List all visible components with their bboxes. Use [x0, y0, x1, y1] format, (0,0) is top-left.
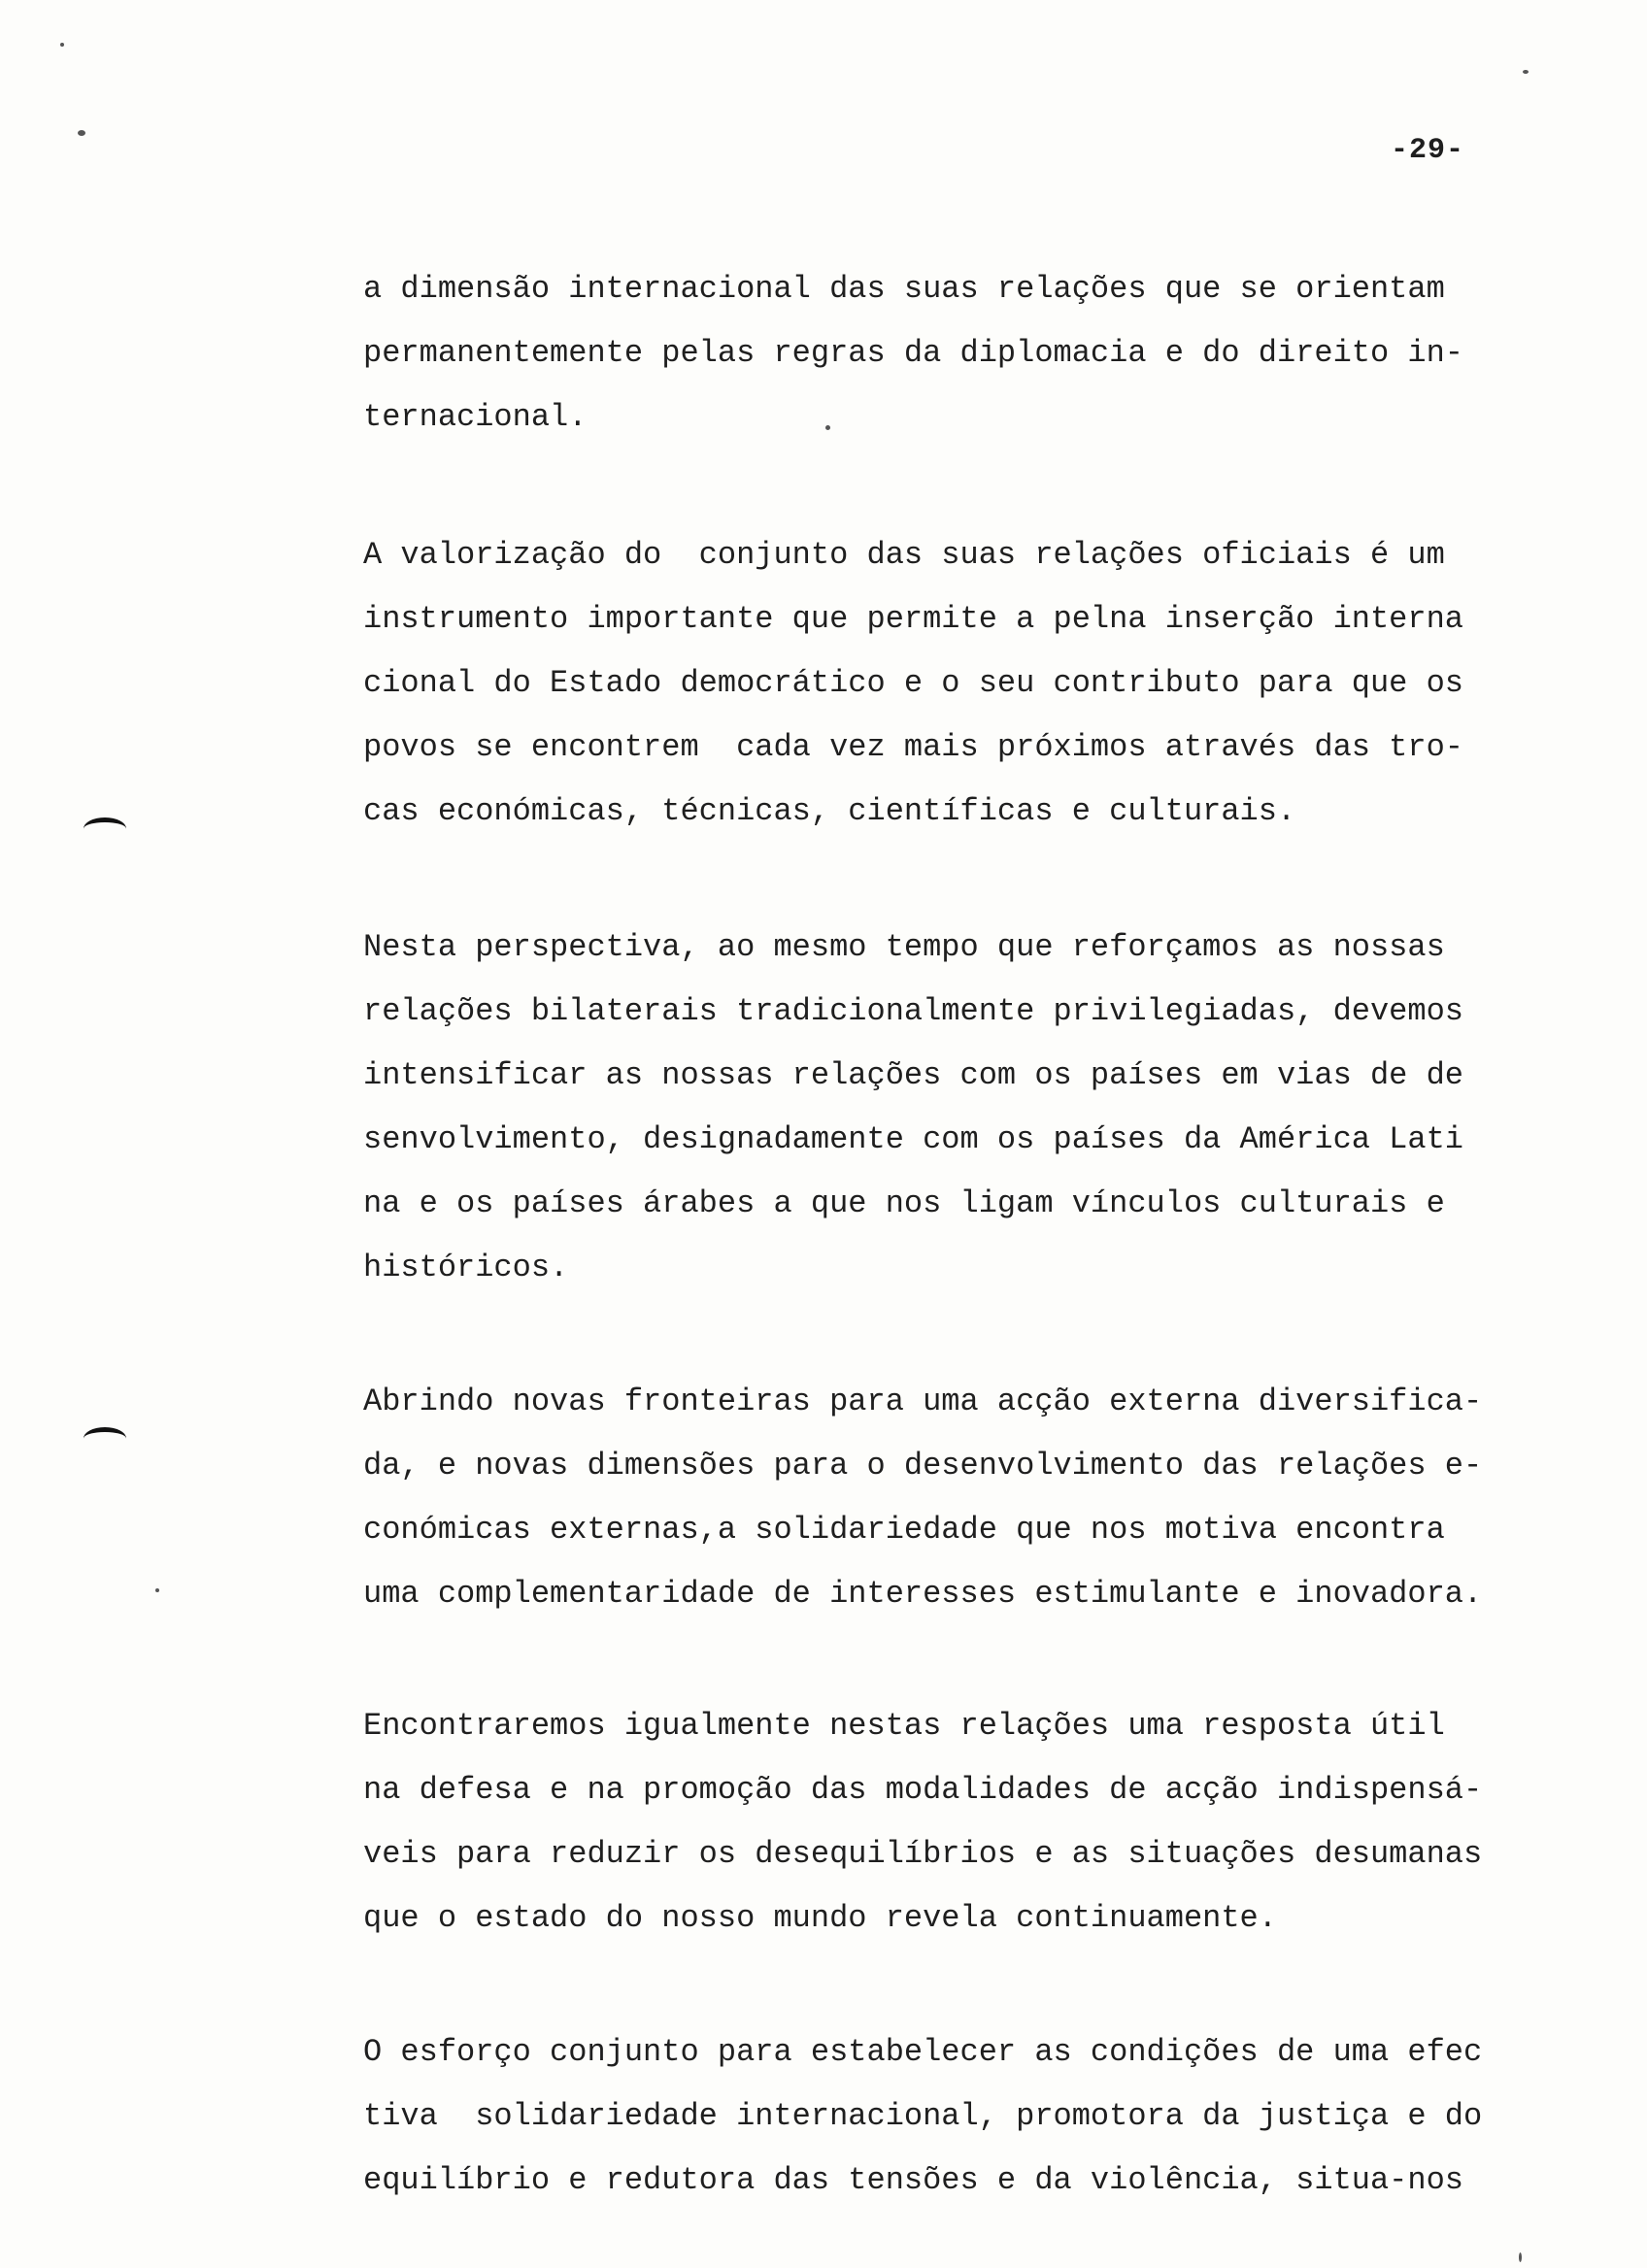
text-line: Abrindo novas fronteiras para uma acção externa diversifica-	[363, 1384, 1483, 1419]
text-line: conómicas externas,a solidariedade que nos motiva encontra	[363, 1512, 1445, 1548]
text-line: instrumento importante que permite a pelna inserção interna	[363, 601, 1463, 637]
text-line: O esforço conjunto para estabelecer as condições de uma efec	[363, 2034, 1483, 2070]
text-line: a dimensão internacional das suas relações que se orientam	[363, 271, 1445, 307]
text-line: relações bilaterais tradicionalmente privilegiadas, devemos	[363, 993, 1463, 1029]
text-line: tiva solidariedade internacional, promotora da justiça e do	[363, 2098, 1483, 2134]
scan-speck	[60, 43, 64, 47]
scan-speck	[155, 1588, 159, 1592]
text-line: ternacional.	[363, 399, 588, 435]
text-line: históricos.	[363, 1250, 569, 1285]
scan-speck	[825, 425, 830, 430]
text-line: que o estado do nosso mundo revela continuamente.	[363, 1900, 1277, 1936]
text-line: permanentemente pelas regras da diplomacia e do direito in-	[363, 335, 1463, 371]
scan-speck	[1523, 70, 1529, 74]
text-line: povos se encontrem cada vez mais próximos através das tro-	[363, 729, 1463, 765]
text-line: A valorização do conjunto das suas relações oficiais é um	[363, 537, 1445, 573]
text-line: intensificar as nossas relações com os países em vias de de	[363, 1057, 1463, 1093]
text-line: cas económicas, técnicas, científicas e culturais.	[363, 793, 1296, 829]
text-line: cional do Estado democrático e o seu contributo para que os	[363, 665, 1463, 701]
binder-hole-mark	[84, 817, 126, 840]
text-line: Encontraremos igualmente nestas relações uma resposta útil	[363, 1708, 1445, 1744]
text-line: equilíbrio e redutora das tensões e da violência, situa-nos	[363, 2162, 1463, 2198]
text-line: na defesa e na promoção das modalidades de acção indispensá-	[363, 1772, 1483, 1808]
page-number: -29-	[1391, 134, 1465, 167]
binder-hole-mark	[84, 1427, 126, 1450]
text-line: senvolvimento, designadamente com os países da América Lati	[363, 1121, 1463, 1157]
text-line: na e os países árabes a que nos ligam vínculos culturais e	[363, 1185, 1445, 1221]
scan-speck	[1519, 2252, 1522, 2262]
text-line: veis para reduzir os desequilíbrios e as situações desumanas	[363, 1836, 1483, 1872]
text-line: uma complementaridade de interesses estimulante e inovadora.	[363, 1576, 1483, 1612]
text-line: Nesta perspectiva, ao mesmo tempo que reforçamos as nossas	[363, 929, 1445, 965]
scan-speck	[78, 130, 85, 136]
text-line: da, e novas dimensões para o desenvolvimento das relações e-	[363, 1448, 1483, 1484]
